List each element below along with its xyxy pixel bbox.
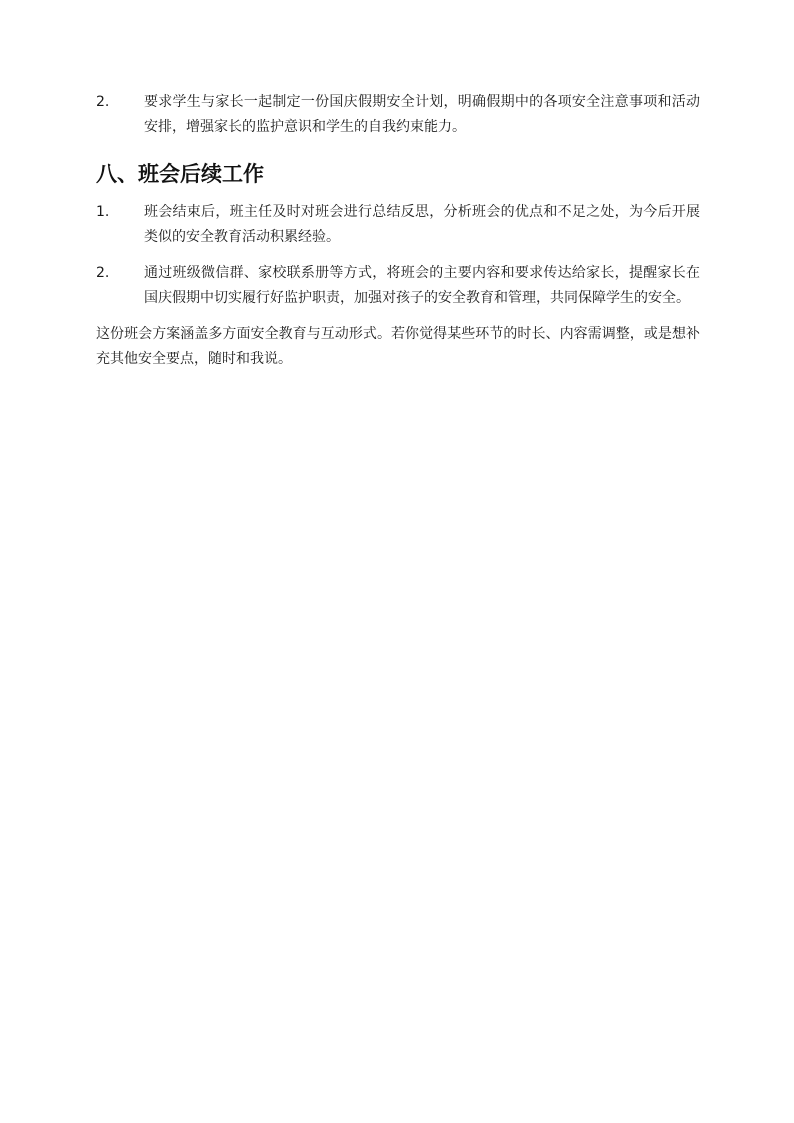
document-page [96,90,700,386]
section-heading: 八、班会后续工作 [96,162,264,186]
list-item-text: 要求学生与家长一起制定一份国庆假期安全计划，明确假期中的各项安全注意事项和活动安排，增强家长的监护意识和学生的自我约束能力。 [144,94,700,135]
list-item-text: 班会结束后，班主任及时对班会进行总结反思，分析班会的优点和不足之处，为今后开展类似的安全教育活动积累经验。 [144,204,700,245]
list-item-number: 1. [96,204,110,220]
list-item [96,261,700,311]
list-item [96,200,700,250]
list-item-number: 2. [96,265,110,281]
list-item [96,90,700,140]
closing-paragraph: 这份班会方案涵盖多方面安全教育与互动形式。若你觉得某些环节的时长、内容需调整，或是想补充其他安全要点，随时和我说。 [96,326,700,367]
list-item-number: 2. [96,94,110,110]
list-item-text: 通过班级微信群、家校联系册等方式，将班会的主要内容和要求传达给家长，提醒家长在国庆假期中切实履行好监护职责，加强对孩子的安全教育和管理，共同保障学生的安全。 [144,265,700,306]
